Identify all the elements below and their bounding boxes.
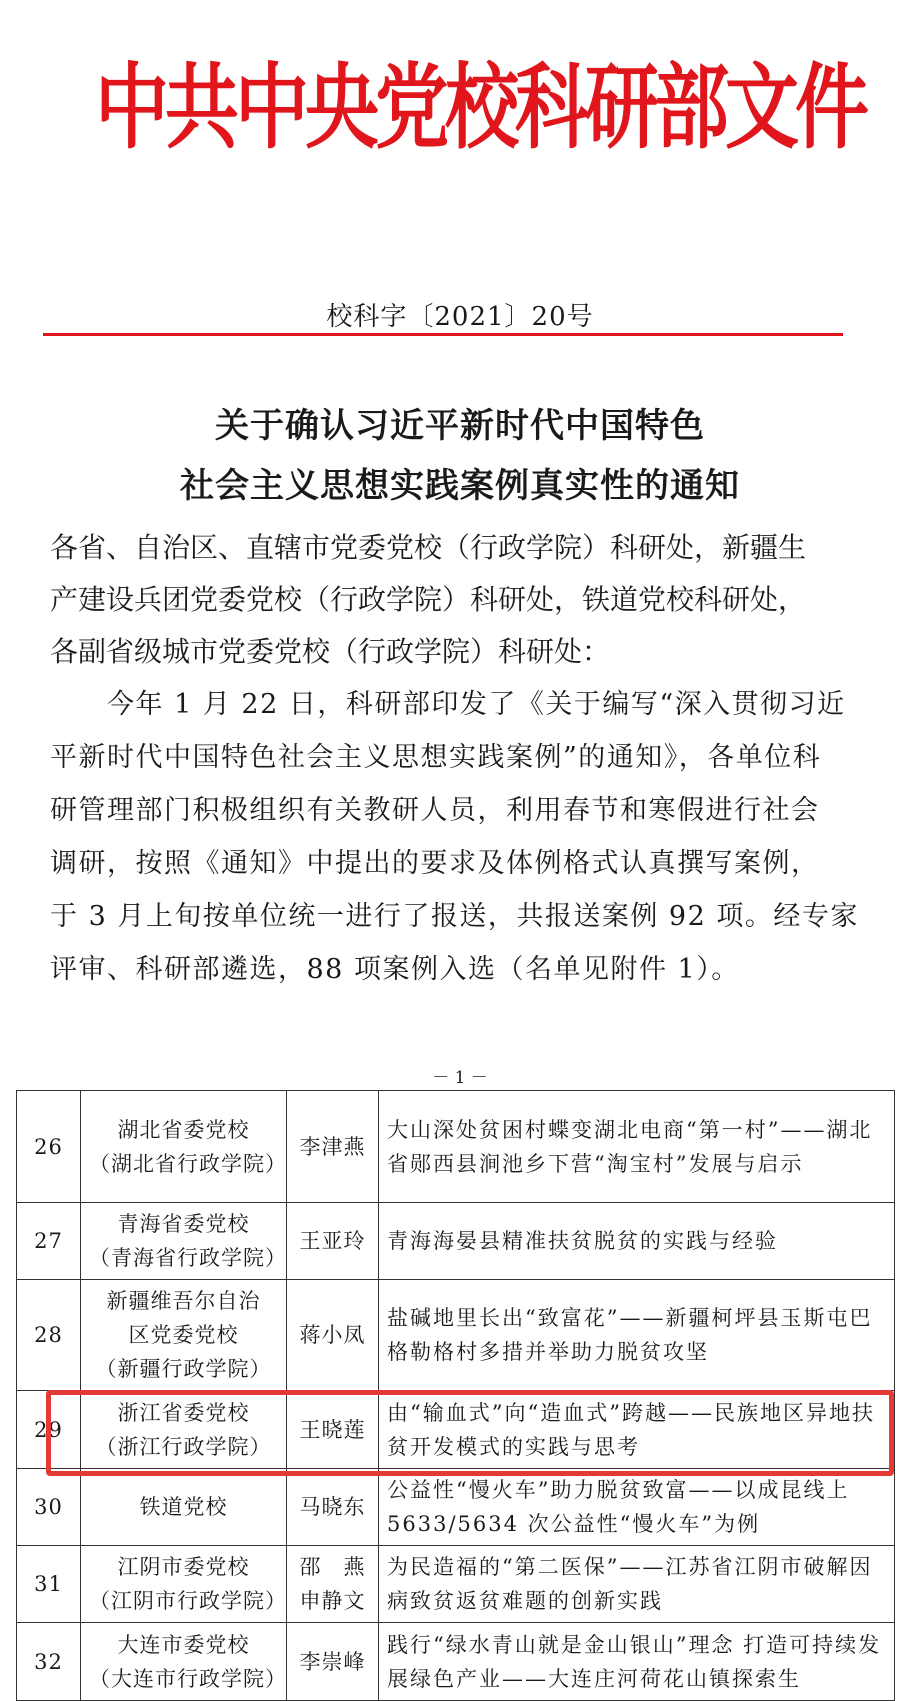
case-author-cell: 李崇峰 xyxy=(287,1623,379,1701)
body-text-line: 调研，按照《通知》中提出的要求及体例格式认真撰写案例， xyxy=(50,848,820,879)
addressee-line: 各省、自治区、直辖市党委党校（行政学院）科研处，新疆生 xyxy=(50,531,807,564)
table-row xyxy=(17,1469,895,1546)
case-unit-cell: 大连市委党校 （大连市行政学院） xyxy=(81,1623,287,1701)
case-unit-cell: 新疆维吾尔自治 区党委党校 （新疆行政学院） xyxy=(81,1280,287,1391)
case-author-cell: 马晓东 xyxy=(287,1469,379,1546)
case-unit-cell: 江阴市委党校 （江阴市行政学院） xyxy=(81,1546,287,1623)
case-title-cell: 盐碱地里长出“致富花”——新疆柯坪县玉斯屯巴格勒格村多措并举助力脱贫攻坚 xyxy=(379,1280,895,1391)
red-divider-line xyxy=(43,333,843,336)
case-number-cell: 29 xyxy=(17,1391,81,1469)
page-number: － 1 － xyxy=(432,1068,488,1088)
case-number-cell: 26 xyxy=(17,1091,81,1203)
body-text-line: 今年 1 月 22 日，科研部印发了《关于编写“深入贯彻习近 xyxy=(50,689,846,720)
case-author-cell: 邵 燕 申静文 xyxy=(287,1546,379,1623)
notice-title-line-2: 社会主义思想实践案例真实性的通知 xyxy=(180,466,740,506)
case-title-cell: 践行“绿水青山就是金山银山”理念 打造可持续发展绿色产业——大连庄河荷花山镇探索生 xyxy=(379,1623,895,1701)
case-title-cell: 由“输血式”向“造血式”跨越——民族地区异地扶贫开发模式的实践与思考 xyxy=(379,1391,895,1469)
case-unit-cell: 湖北省委党校 （湖北省行政学院） xyxy=(81,1091,287,1203)
case-author-cell: 李津燕 xyxy=(287,1091,379,1203)
case-title-cell: 大山深处贫困村蝶变湖北电商“第一村”——湖北省郧西县涧池乡下营“淘宝村”发展与启示 xyxy=(379,1091,895,1203)
case-number-cell: 28 xyxy=(17,1280,81,1391)
case-title-cell: 公益性“慢火车”助力脱贫致富——以成昆线上 5633/5634 次公益性“慢火车”为例 xyxy=(379,1469,895,1546)
case-title-cell: 为民造福的“第二医保”——江苏省江阴市破解因病致贫返贫难题的创新实践 xyxy=(379,1546,895,1623)
addressee-line: 产建设兵团党委党校（行政学院）科研处，铁道党校科研处， xyxy=(50,583,807,616)
body-text-line: 平新时代中国特色社会主义思想实践案例”的通知》，各单位科 xyxy=(50,742,822,773)
case-number-cell: 30 xyxy=(17,1469,81,1546)
table-row xyxy=(17,1391,895,1469)
document-header-title: 中共中央党校科研部文件 xyxy=(95,54,865,162)
case-unit-cell: 青海省委党校 （青海省行政学院） xyxy=(81,1203,287,1280)
case-list-table xyxy=(16,1090,895,1701)
table-row xyxy=(17,1280,895,1391)
case-number-cell: 27 xyxy=(17,1203,81,1280)
body-text-line: 评审、科研部遴选，88 项案例入选（名单见附件 1）。 xyxy=(50,954,740,985)
case-unit-cell: 铁道党校 xyxy=(81,1469,287,1546)
case-author-cell: 王晓莲 xyxy=(287,1391,379,1469)
case-title-cell: 青海海晏县精准扶贫脱贫的实践与经验 xyxy=(379,1203,895,1280)
table-row xyxy=(17,1546,895,1623)
body-text-line: 研管理部门积极组织有关教研人员，利用春节和寒假进行社会 xyxy=(50,795,820,826)
table-row xyxy=(17,1091,895,1203)
table-row xyxy=(17,1623,895,1701)
case-number-cell: 32 xyxy=(17,1623,81,1701)
case-number-cell: 31 xyxy=(17,1546,81,1623)
table-row xyxy=(17,1203,895,1280)
document-number: 校科字〔2021〕20号 xyxy=(326,302,594,332)
notice-title-line-1: 关于确认习近平新时代中国特色 xyxy=(215,406,705,446)
case-author-cell: 蒋小凤 xyxy=(287,1280,379,1391)
case-unit-cell: 浙江省委党校 （浙江行政学院） xyxy=(81,1391,287,1469)
addressee-line: 各副省级城市党委党校（行政学院）科研处： xyxy=(50,635,611,668)
body-text-line: 于 3 月上旬按单位统一进行了报送，共报送案例 92 项。经专家 xyxy=(50,901,859,932)
case-author-cell: 王亚玲 xyxy=(287,1203,379,1280)
